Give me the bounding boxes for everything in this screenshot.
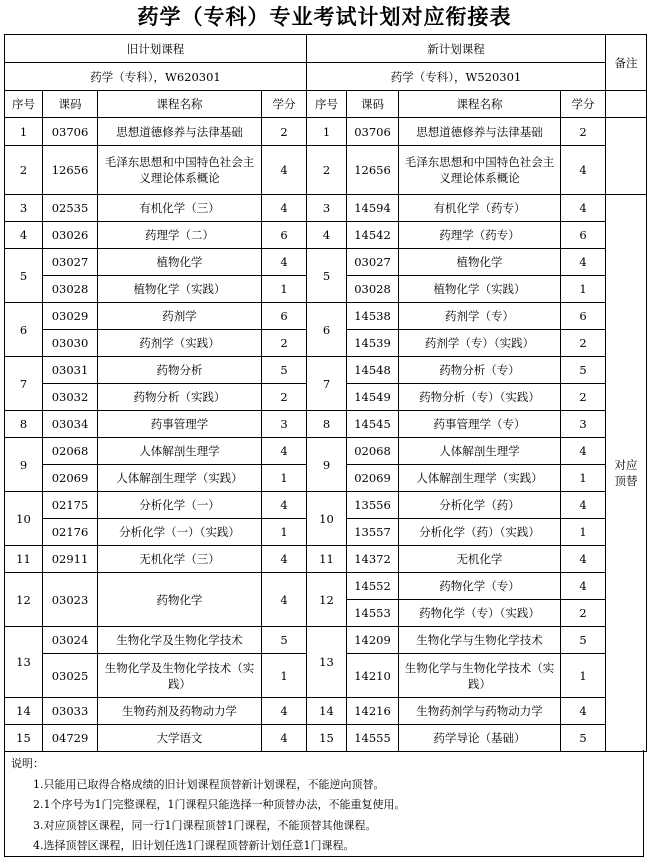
table-row — [5, 249, 647, 276]
old-seq-cell: 10 — [5, 492, 43, 546]
table-row — [5, 627, 647, 654]
new-seq-cell: 1 — [307, 118, 347, 146]
old-seq-cell: 14 — [5, 698, 43, 725]
old-code-cell: 03026 — [43, 222, 98, 249]
new-credit-cell: 1 — [561, 276, 606, 303]
new-code-cell: 14542 — [347, 222, 399, 249]
old-code-cell: 02069 — [43, 465, 98, 492]
old-credit-cell: 1 — [262, 519, 307, 546]
old-name-cell: 药物分析（实践） — [98, 384, 262, 411]
new-name-cell: 药事管理学（专） — [399, 411, 561, 438]
new-name-cell: 人体解剖生理学（实践） — [399, 465, 561, 492]
new-seq-cell: 7 — [307, 357, 347, 411]
old-credit-cell: 6 — [262, 222, 307, 249]
table-row — [5, 573, 647, 600]
new-seq-cell: 10 — [307, 492, 347, 546]
new-name-cell: 药物分析（专） — [399, 357, 561, 384]
old-credit-cell: 6 — [262, 303, 307, 330]
old-name-cell: 植物化学 — [98, 249, 262, 276]
old-seq-cell: 12 — [5, 573, 43, 627]
new-credit-cell: 1 — [561, 519, 606, 546]
new-code-cell: 14555 — [347, 725, 399, 752]
new-code-cell: 03706 — [347, 118, 399, 146]
new-name-cell: 植物化学 — [399, 249, 561, 276]
new-code-cell: 02069 — [347, 465, 399, 492]
old-name-cell: 思想道德修养与法律基础 — [98, 118, 262, 146]
new-credit-cell: 4 — [561, 195, 606, 222]
col-name-new: 课程名称 — [399, 91, 561, 118]
new-credit-cell: 4 — [561, 492, 606, 519]
note-item: 2.1个序号为1门完整课程，1门课程只能选择一种顶替办法，不能重复使用。 — [33, 798, 406, 811]
old-code-cell: 02911 — [43, 546, 98, 573]
table-row — [5, 195, 647, 222]
new-seq-cell: 13 — [307, 627, 347, 698]
new-code-cell: 03028 — [347, 276, 399, 303]
old-code-cell: 03031 — [43, 357, 98, 384]
new-name-cell: 无机化学 — [399, 546, 561, 573]
new-credit-cell: 4 — [561, 573, 606, 600]
old-code-cell: 03032 — [43, 384, 98, 411]
new-seq-cell: 5 — [307, 249, 347, 303]
table-row — [5, 546, 647, 573]
new-code-cell: 14210 — [347, 654, 399, 698]
old-code-cell: 03027 — [43, 249, 98, 276]
old-plan-header: 旧计划课程 — [5, 35, 307, 63]
old-credit-cell: 5 — [262, 357, 307, 384]
remark-empty-cell — [606, 118, 647, 195]
table-row — [5, 146, 647, 195]
old-code-cell: 03030 — [43, 330, 98, 357]
old-name-cell: 生物化学及生物化学技术（实践） — [98, 654, 262, 698]
table-row — [5, 411, 647, 438]
new-name-cell: 药剂学（专） — [399, 303, 561, 330]
new-seq-cell: 15 — [307, 725, 347, 752]
new-seq-cell: 2 — [307, 146, 347, 195]
old-credit-cell: 4 — [262, 546, 307, 573]
old-name-cell: 药事管理学 — [98, 411, 262, 438]
new-credit-cell: 4 — [561, 249, 606, 276]
old-credit-cell: 2 — [262, 330, 307, 357]
old-code-cell: 02175 — [43, 492, 98, 519]
new-credit-cell: 1 — [561, 654, 606, 698]
table-row — [5, 492, 647, 519]
col-credit-old: 学分 — [262, 91, 307, 118]
new-name-cell: 毛泽东思想和中国特色社会主义理论体系概论 — [399, 146, 561, 195]
new-name-cell: 生物化学与生物化学技术（实践） — [399, 654, 561, 698]
new-seq-cell: 14 — [307, 698, 347, 725]
old-name-cell: 药剂学 — [98, 303, 262, 330]
new-seq-cell: 3 — [307, 195, 347, 222]
table-row — [5, 118, 647, 146]
table-row — [5, 222, 647, 249]
old-name-cell: 植物化学（实践） — [98, 276, 262, 303]
new-name-cell: 植物化学（实践） — [399, 276, 561, 303]
new-name-cell: 生物药剂学与药物动力学 — [399, 698, 561, 725]
new-credit-cell: 3 — [561, 411, 606, 438]
old-name-cell: 药物化学 — [98, 573, 262, 627]
old-name-cell: 生物药剂及药物动力学 — [98, 698, 262, 725]
old-seq-cell: 7 — [5, 357, 43, 411]
old-code-cell: 03706 — [43, 118, 98, 146]
old-code-cell: 02535 — [43, 195, 98, 222]
old-credit-cell: 4 — [262, 725, 307, 752]
table-row — [5, 698, 647, 725]
new-code-cell: 12656 — [347, 146, 399, 195]
old-code-cell: 03034 — [43, 411, 98, 438]
old-credit-cell: 3 — [262, 411, 307, 438]
old-name-cell: 分析化学（一）（实践） — [98, 519, 262, 546]
new-code-cell: 14549 — [347, 384, 399, 411]
new-credit-cell: 5 — [561, 627, 606, 654]
old-name-cell: 药物分析 — [98, 357, 262, 384]
old-code-cell: 03029 — [43, 303, 98, 330]
old-seq-cell: 1 — [5, 118, 43, 146]
page-title: 药学（专科）专业考试计划对应衔接表 — [137, 5, 512, 29]
new-code-cell: 14552 — [347, 573, 399, 600]
old-code-cell: 04729 — [43, 725, 98, 752]
new-seq-cell: 12 — [307, 573, 347, 627]
new-seq-cell: 11 — [307, 546, 347, 573]
old-seq-cell: 8 — [5, 411, 43, 438]
new-code-cell: 14538 — [347, 303, 399, 330]
new-seq-cell: 9 — [307, 438, 347, 492]
old-major-label: 药学（专科），W620301 — [5, 63, 307, 91]
new-name-cell: 药物分析（专）（实践） — [399, 384, 561, 411]
old-code-cell: 03024 — [43, 627, 98, 654]
new-name-cell: 思想道德修养与法律基础 — [399, 118, 561, 146]
new-credit-cell: 2 — [561, 330, 606, 357]
new-code-cell: 14372 — [347, 546, 399, 573]
new-credit-cell: 6 — [561, 303, 606, 330]
old-seq-cell: 4 — [5, 222, 43, 249]
old-credit-cell: 2 — [262, 384, 307, 411]
new-credit-cell: 5 — [561, 725, 606, 752]
old-seq-cell: 5 — [5, 249, 43, 303]
new-name-cell: 生物化学与生物化学技术 — [399, 627, 561, 654]
new-seq-cell: 6 — [307, 303, 347, 357]
new-code-cell: 14553 — [347, 600, 399, 627]
old-credit-cell: 4 — [262, 573, 307, 627]
new-code-cell: 03027 — [347, 249, 399, 276]
new-name-cell: 人体解剖生理学 — [399, 438, 561, 465]
old-name-cell: 生物化学及生物化学技术 — [98, 627, 262, 654]
old-credit-cell: 2 — [262, 118, 307, 146]
new-code-cell: 14209 — [347, 627, 399, 654]
remark-header: 备注 — [606, 35, 647, 91]
note-item: 4.选择顶替区课程，旧计划任选1门课程顶替新计划任意1门课程。 — [33, 839, 355, 852]
new-major-label: 药学（专科），W520301 — [307, 63, 606, 91]
new-credit-cell: 1 — [561, 465, 606, 492]
new-credit-cell: 2 — [561, 118, 606, 146]
new-code-cell: 14594 — [347, 195, 399, 222]
correspondence-table — [4, 34, 647, 752]
new-credit-cell: 4 — [561, 546, 606, 573]
old-seq-cell: 6 — [5, 303, 43, 357]
old-credit-cell: 4 — [262, 492, 307, 519]
new-code-cell: 14216 — [347, 698, 399, 725]
new-name-cell: 药理学（药专） — [399, 222, 561, 249]
old-seq-cell: 15 — [5, 725, 43, 752]
new-credit-cell: 4 — [561, 146, 606, 195]
new-credit-cell: 2 — [561, 600, 606, 627]
new-name-cell: 分析化学（药）（实践） — [399, 519, 561, 546]
new-code-cell: 14548 — [347, 357, 399, 384]
old-code-cell: 03033 — [43, 698, 98, 725]
col-code-new: 课码 — [347, 91, 399, 118]
new-seq-cell: 4 — [307, 222, 347, 249]
old-seq-cell: 2 — [5, 146, 43, 195]
old-credit-cell: 4 — [262, 249, 307, 276]
new-name-cell: 有机化学（药专） — [399, 195, 561, 222]
new-name-cell: 药物化学（专）（实践） — [399, 600, 561, 627]
old-seq-cell: 11 — [5, 546, 43, 573]
new-code-cell: 14545 — [347, 411, 399, 438]
old-code-cell: 02176 — [43, 519, 98, 546]
notes-heading: 说明： — [11, 757, 44, 770]
table-row — [5, 438, 647, 465]
old-credit-cell: 4 — [262, 698, 307, 725]
new-name-cell: 药学导论（基础） — [399, 725, 561, 752]
remark-cell: 对应顶替 — [606, 195, 647, 752]
new-credit-cell: 4 — [561, 438, 606, 465]
old-name-cell: 药剂学（实践） — [98, 330, 262, 357]
old-seq-cell: 13 — [5, 627, 43, 698]
table-row — [5, 303, 647, 330]
old-code-cell: 12656 — [43, 146, 98, 195]
new-plan-header: 新计划课程 — [307, 35, 606, 63]
new-name-cell: 分析化学（药） — [399, 492, 561, 519]
old-seq-cell: 3 — [5, 195, 43, 222]
old-code-cell: 03023 — [43, 573, 98, 627]
table-body — [5, 35, 647, 752]
col-seq-new: 序号 — [307, 91, 347, 118]
old-name-cell: 分析化学（一） — [98, 492, 262, 519]
new-name-cell: 药物化学（专） — [399, 573, 561, 600]
old-credit-cell: 1 — [262, 276, 307, 303]
new-code-cell: 13557 — [347, 519, 399, 546]
table-row — [5, 357, 647, 384]
old-name-cell: 药理学（二） — [98, 222, 262, 249]
table-row — [5, 725, 647, 752]
new-code-cell: 02068 — [347, 438, 399, 465]
note-item: 1.只能用已取得合格成绩的旧计划课程顶替新计划课程，不能逆向顶替。 — [33, 777, 385, 791]
new-credit-cell: 6 — [561, 222, 606, 249]
old-name-cell: 毛泽东思想和中国特色社会主义理论体系概论 — [98, 146, 262, 195]
old-name-cell: 有机化学（三） — [98, 195, 262, 222]
col-code-old: 课码 — [43, 91, 98, 118]
new-code-cell: 13556 — [347, 492, 399, 519]
old-credit-cell: 4 — [262, 195, 307, 222]
col-seq-old: 序号 — [5, 91, 43, 118]
old-name-cell: 人体解剖生理学 — [98, 438, 262, 465]
old-seq-cell: 9 — [5, 438, 43, 492]
old-code-cell: 03028 — [43, 276, 98, 303]
col-credit-new: 学分 — [561, 91, 606, 118]
old-name-cell: 无机化学（三） — [98, 546, 262, 573]
old-code-cell: 03025 — [43, 654, 98, 698]
old-credit-cell: 4 — [262, 146, 307, 195]
new-seq-cell: 8 — [307, 411, 347, 438]
old-name-cell: 大学语文 — [98, 725, 262, 752]
old-name-cell: 人体解剖生理学（实践） — [98, 465, 262, 492]
new-name-cell: 药剂学（专）（实践） — [399, 330, 561, 357]
old-credit-cell: 4 — [262, 438, 307, 465]
note-item: 3.对应顶替区课程，同一行1门课程顶替1门课程，不能顶替其他课程。 — [33, 818, 377, 832]
old-code-cell: 02068 — [43, 438, 98, 465]
old-credit-cell: 5 — [262, 627, 307, 654]
new-credit-cell: 2 — [561, 384, 606, 411]
col-remark-empty — [606, 91, 647, 118]
notes-section — [4, 750, 644, 857]
old-credit-cell: 1 — [262, 654, 307, 698]
col-name-old: 课程名称 — [98, 91, 262, 118]
new-credit-cell: 4 — [561, 698, 606, 725]
new-credit-cell: 5 — [561, 357, 606, 384]
new-code-cell: 14539 — [347, 330, 399, 357]
old-credit-cell: 1 — [262, 465, 307, 492]
